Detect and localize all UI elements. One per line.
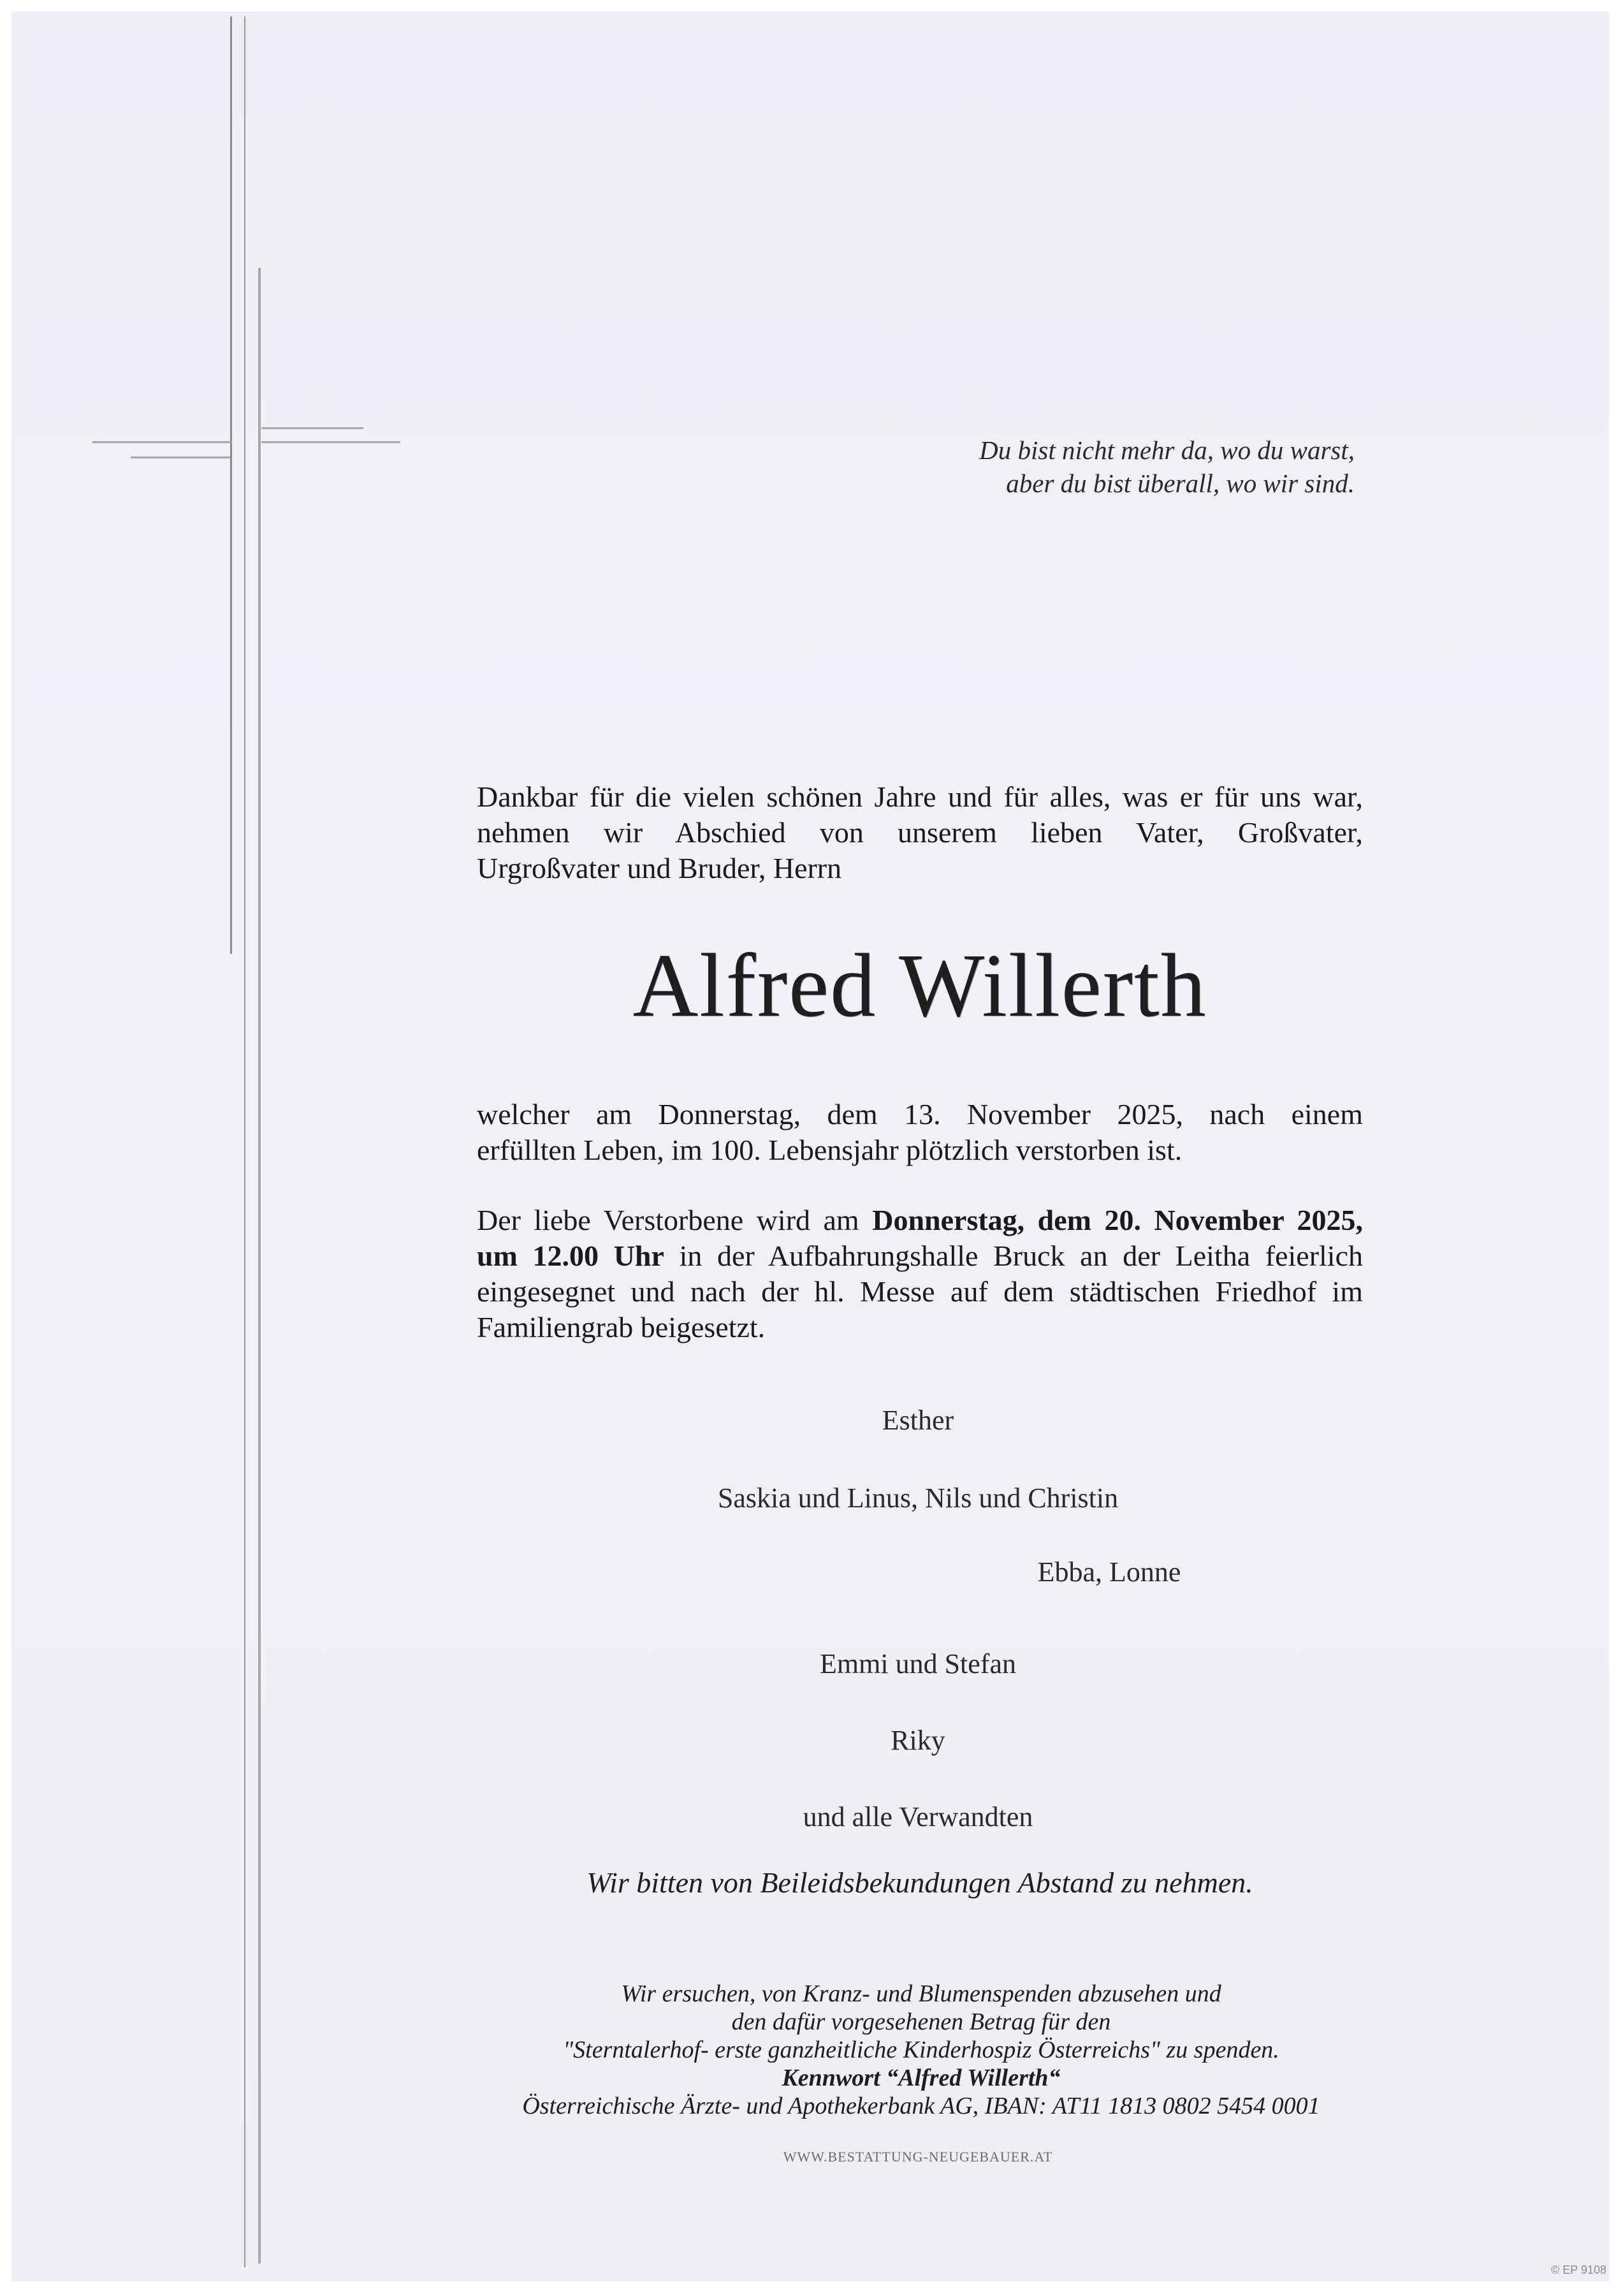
mourner: Riky bbox=[891, 1725, 945, 1756]
memorial-quote bbox=[829, 434, 1355, 500]
quote-line: Du bist nicht mehr da, wo du warst, bbox=[979, 435, 1355, 465]
template-code: © EP 9108 bbox=[1551, 2263, 1606, 2276]
website-link[interactable]: WWW.BESTATTUNG-NEUGEBAUER.AT bbox=[783, 2149, 1053, 2165]
donation-line: "Sterntalerhof- erste ganzheitliche Kinderhospiz Österreichs" zu spenden. bbox=[563, 2036, 1279, 2063]
death-line: welcher am Donnerstag, dem 13. November 2025, nach einem bbox=[477, 1098, 1363, 1130]
quote-line: aber du bist überall, wo wir sind. bbox=[1006, 469, 1355, 498]
mourner: Saskia und Linus, Nils und Christin bbox=[717, 1482, 1119, 1514]
frame-line-inner bbox=[244, 17, 245, 2267]
mourner: Emmi und Stefan bbox=[820, 1648, 1016, 1679]
condolence-request: Wir bitten von Beileidsbekundungen Abstand zu nehmen. bbox=[586, 1866, 1253, 1899]
mourner: Ebba, Lonne bbox=[1037, 1556, 1181, 1588]
funeral-location: in der Aufbahrungshalle Bruck an der Leitha feierlich bbox=[679, 1239, 1364, 1272]
intro-line: Dankbar für die vielen schönen Jahre und für alles, was er für uns war, bbox=[477, 780, 1363, 813]
mourner: und alle Verwandten bbox=[803, 1801, 1033, 1832]
deceased-name: Alfred Willerth bbox=[632, 935, 1207, 1035]
intro-paragraph bbox=[477, 779, 1363, 886]
funeral-line bbox=[477, 1203, 1363, 1238]
funeral-line bbox=[477, 1238, 1363, 1274]
donation-block bbox=[446, 1980, 1396, 2120]
donation-line: den dafür vorgesehenen Betrag für den bbox=[731, 2008, 1111, 2035]
donation-line: Wir ersuchen, von Kranz- und Blumenspenden abzusehen und bbox=[621, 1980, 1221, 2007]
funeral-time: um 12.00 Uhr bbox=[477, 1239, 664, 1272]
funeral-prefix: Der liebe Verstorbene wird am bbox=[477, 1204, 859, 1236]
death-notice bbox=[477, 1097, 1363, 1168]
intro-line: nehmen wir Abschied von unserem lieben Vater, Großvater, bbox=[477, 816, 1363, 849]
intro-line: Urgroßvater und Bruder, Herrn bbox=[477, 852, 842, 884]
donation-bank: Österreichische Ärzte- und Apothekerbank AG, IBAN: AT11 1813 0802 5454 0001 bbox=[522, 2093, 1320, 2119]
frame-line-outer bbox=[230, 17, 232, 954]
donation-keyword: Kennwort “Alfred Willerth“ bbox=[782, 2065, 1061, 2091]
funeral-line: eingesegnet und nach der hl. Messe auf dem städtischen Friedhof im bbox=[477, 1275, 1363, 1308]
funeral-line: Familiengrab beigesetzt. bbox=[477, 1311, 766, 1343]
death-line: erfüllten Leben, im 100. Lebensjahr plötzlich verstorben ist. bbox=[477, 1134, 1183, 1166]
funeral-date: Donnerstag, dem 20. November 2025, bbox=[872, 1204, 1363, 1236]
funeral-details bbox=[477, 1203, 1363, 1345]
mourner: Esther bbox=[882, 1405, 954, 1436]
